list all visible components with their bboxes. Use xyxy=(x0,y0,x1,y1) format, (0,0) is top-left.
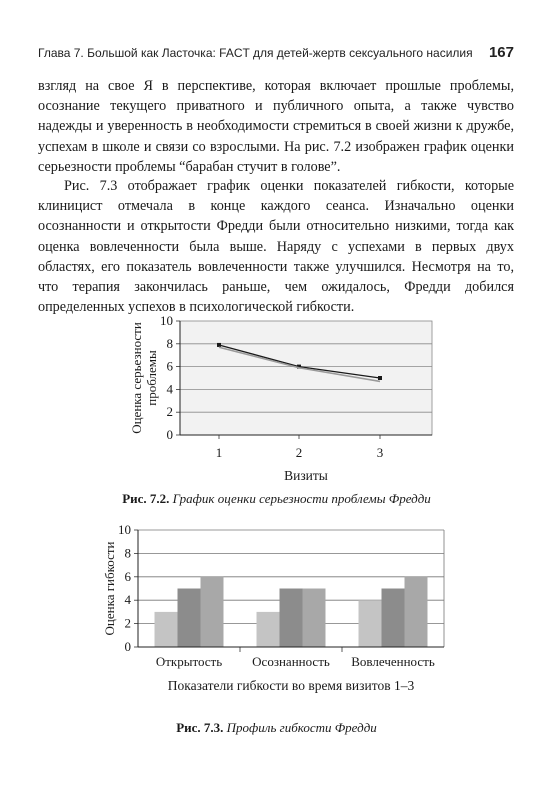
paragraph-1: взгляд на свое Я в перспективе, которая включает прошлые проблемы, осознание текущего приватного и публичного опыта, а также чувство надежды и уверенность в необходимости стремиться в своей жизни к дружбе, успехам в школе и связи со взрослыми. На рис. 7.2 изображен график оценки серьезности проблемы “барабан стучит в голове”. xyxy=(38,78,514,175)
figure-label: Рис. 7.2. xyxy=(122,491,170,506)
y-tick-label: 4 xyxy=(124,592,131,608)
plot-area xyxy=(180,321,432,435)
y-tick-label: 6 xyxy=(166,358,173,374)
data-point xyxy=(378,376,382,380)
y-tick-label: 2 xyxy=(166,404,173,420)
data-point xyxy=(217,343,221,347)
y-axis-label-line-2: проблемы xyxy=(144,350,159,406)
y-axis-label-line-1: Оценка серьезности xyxy=(129,322,144,434)
figure-caption-7-3 xyxy=(0,720,553,736)
chapter-title: Глава 7. Большой как Ласточка: FACT для детей-жертв сексуального насилия xyxy=(38,46,473,60)
figure-label: Рис. 7.3. xyxy=(176,720,224,735)
data-point xyxy=(297,365,301,369)
bar xyxy=(359,600,382,647)
x-tick-label: Открытость xyxy=(155,654,223,669)
bar xyxy=(382,589,405,648)
x-tick-label: Осознанность xyxy=(252,654,330,669)
y-tick-label: 0 xyxy=(124,639,131,654)
series-line xyxy=(219,345,380,378)
bar xyxy=(178,589,201,648)
y-tick-label: 8 xyxy=(166,335,173,351)
y-axis-label: Оценка гибкости xyxy=(102,541,117,636)
y-tick-label: 10 xyxy=(160,313,173,328)
bar xyxy=(405,577,428,647)
y-tick-label: 0 xyxy=(166,427,173,442)
y-tick-label: 6 xyxy=(124,568,131,584)
page-number: 167 xyxy=(488,44,514,61)
paragraph-2: Рис. 7.3 отображает график оценки показателей гибкости, которые клиницист отмечала в конце каждого сеанса. Изначально оценки осознанности и открытости Фредди были относительно низкими, тогда как оценка вовлеченности была выше. Наряду с успехами в первых двух областях, его показатель вовлеченности также улучшился. Несмотря на то, что терапия закончилась раньше, чем ожидалось, Фредди добился определенных успехов в психологической гибкости. xyxy=(38,178,514,316)
running-head xyxy=(38,46,514,60)
bar xyxy=(155,612,178,647)
bar xyxy=(257,612,280,647)
series-line xyxy=(219,347,380,381)
y-tick-label: 2 xyxy=(124,615,131,631)
bar xyxy=(303,589,326,648)
bar xyxy=(201,577,224,647)
x-axis-label: Визиты xyxy=(284,468,328,483)
x-tick-label: 1 xyxy=(215,445,223,460)
x-tick-label: Вовлеченность xyxy=(351,654,435,669)
x-axis-label: Показатели гибкости во время визитов 1–3 xyxy=(167,678,415,693)
bar xyxy=(280,589,303,648)
y-tick-label: 10 xyxy=(118,522,131,537)
x-tick-label: 3 xyxy=(376,445,384,460)
figure-caption-text: Профиль гибкости Фредди xyxy=(226,720,377,735)
x-tick-label: 2 xyxy=(295,445,303,460)
figure-caption-text: График оценки серьезности проблемы Фредди xyxy=(172,491,431,506)
y-tick-label: 4 xyxy=(166,381,173,397)
y-tick-label: 8 xyxy=(124,545,131,561)
figure-caption-7-2 xyxy=(0,491,553,507)
